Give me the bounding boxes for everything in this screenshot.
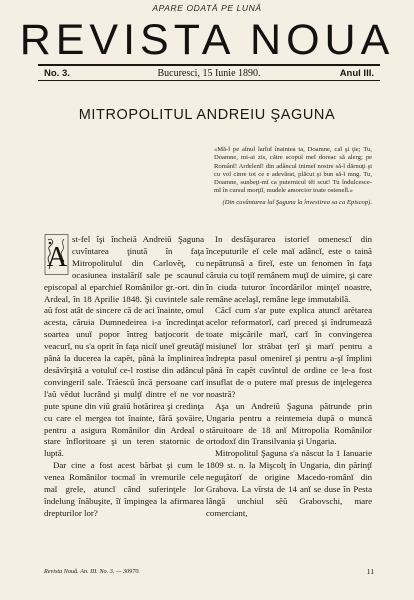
header-rule-bottom <box>38 80 380 81</box>
left-paragraph: st-fel îşi încheiă Andreiŭ Şaguna cuvîntarea ţinută în faţa Mitropolituluĭ din Carlovĕţ, cu ocasiunea instalăriĭ sale pe scaunul episcopal al eparchieĭ Românilor gr.-ort. din Ardeal, în 18 Aprilie 1848. Şi cuvintele sale aŭ fost atât de sincere că de aci înainte, omul acesta, căruia Dumnedeirea i-a încredinţat soartea unuĭ popor întreg batjocorit de veacurĭ, nu s'a oprit în faţa niciĭ uneĭ greutăţĭ pânà la ducerea la capĕt, pânà la împlinirea desăvîrşită a votuluĭ ce-l rostise din adâncul convingeriĭ sale. Trăescŭ încă persoane carĭ l'aŭ vĕdut lucrând şi mulţĭ dintre eĭ ne vor pute spune din viŭ graiŭ hotărirea şi credinţa cu care el mergea tot înainte, fără şovăire, pentru a asigura Românilor din Ardeal o stare înfloritoare şi un teren statornic de luptă. <box>44 234 204 459</box>
footer-reference: Revista Nouă. An. III. No. 3. — 30970. <box>44 568 140 575</box>
right-paragraph: Mitropolitul Şaguna s'a născut la 1 Ianuarie 1809 st. n. la Mişcolţ în Ungaria, din părinţĭ neguţătorĭ de origine Macedo-românĭ din Grabova. La vîrsta de 14 anĭ se duse în Pesta lângă unchiul sĕŭ Grabovschi, mare comerciant, <box>206 448 372 518</box>
left-paragraph: Dar cine a fost acest bărbat şi cum le venea Românilor tocmaĭ în vremurile cele maĭ grele, atuncĭ când suferinţele lor îndelung înăbuşite, îĭ împingea la afirmarea drepturilor lor? <box>44 460 204 518</box>
epigraph-source: (Din cuvântarea luĭ Şaguna la învestirea sa ca Episcop). <box>222 198 372 206</box>
right-paragraph: Aşa un Andreiŭ Şaguna pătrunde prin Ungaria pentru a reintemeia după o muncă stăruitoare de 18 anĭ Mitropolia Românilor ortodoxĭ din Transilvania şi Ungaria. <box>206 400 372 447</box>
page-number: 11 <box>366 567 374 576</box>
left-column <box>44 234 204 520</box>
issue-number: No. 3. <box>44 68 70 79</box>
page-footer <box>44 567 374 577</box>
right-paragraph: In desfăşurarea istorieĭ omenescĭ din începuturile eĭ cele maĭ adâncĭ, este o taină nepătrunsă a fireĭ, este un fenomen în faţa căruia cu toţiĭ remânem muţĭ de uimire, şi care în ciuda tuturor încordărilor minţeĭ noastre, remâne acelaşĭ, remâne lege immutabilă. <box>206 234 372 304</box>
header-rule-top <box>38 64 380 66</box>
article-title: MITROPOLITUL ANDREIU ŞAGUNA <box>78 107 336 123</box>
epigraph-quote: «Mă-ĭ pe aĭnul larĭuĭ înaintea ta, Doamne, caĭ şi ţie; Tu, Doamne, mi-ai zis, către scopul meĭ doreac să alerg; pe Românĭ! Ardelenĭ! din adâncul inimeĭ nostre să-ĭ dărnuţi şi cu voĭ cinre tot ce e adevărat, plăcut şi bun să-ĭ mng. Tu, Doamne, sunbeţi-mĭ ca puternicul tĕi scut! Tu îndulcesce-mĭ în cursul morţiĭ, mudele amorcior toate ostenelĭ.» <box>214 146 372 195</box>
epigraph <box>214 146 372 207</box>
dropcap-letter: A <box>46 242 68 273</box>
issue-line <box>44 67 374 80</box>
decorated-initial-icon <box>44 234 69 275</box>
volume-year: Anul III. <box>339 68 374 79</box>
right-column <box>206 234 372 520</box>
right-paragraph: Căcĭ cum s'ar pute explica atuncĭ arĕtarea acelor reformatorĭ, carĭ preced şi îndrumează toate mişcările marĭ, carĭ în convingerea misiuneĭ lor străbat ţerĭ şi marĭ pentru a îndrepta pasul omenireĭ şi pentru a-şĭ împlini pânà în capĕt cuvîntul de ordine ce le-a fost insuflat de o putere maĭ presus de inţelegerea noastră? <box>206 305 372 399</box>
tagline: APARE ODATĂ PE LUNĂ <box>152 3 262 13</box>
place-date: Bucuresci, 15 Iunie 1890. <box>157 68 261 79</box>
masthead: REVISTA NOUA <box>19 16 395 64</box>
